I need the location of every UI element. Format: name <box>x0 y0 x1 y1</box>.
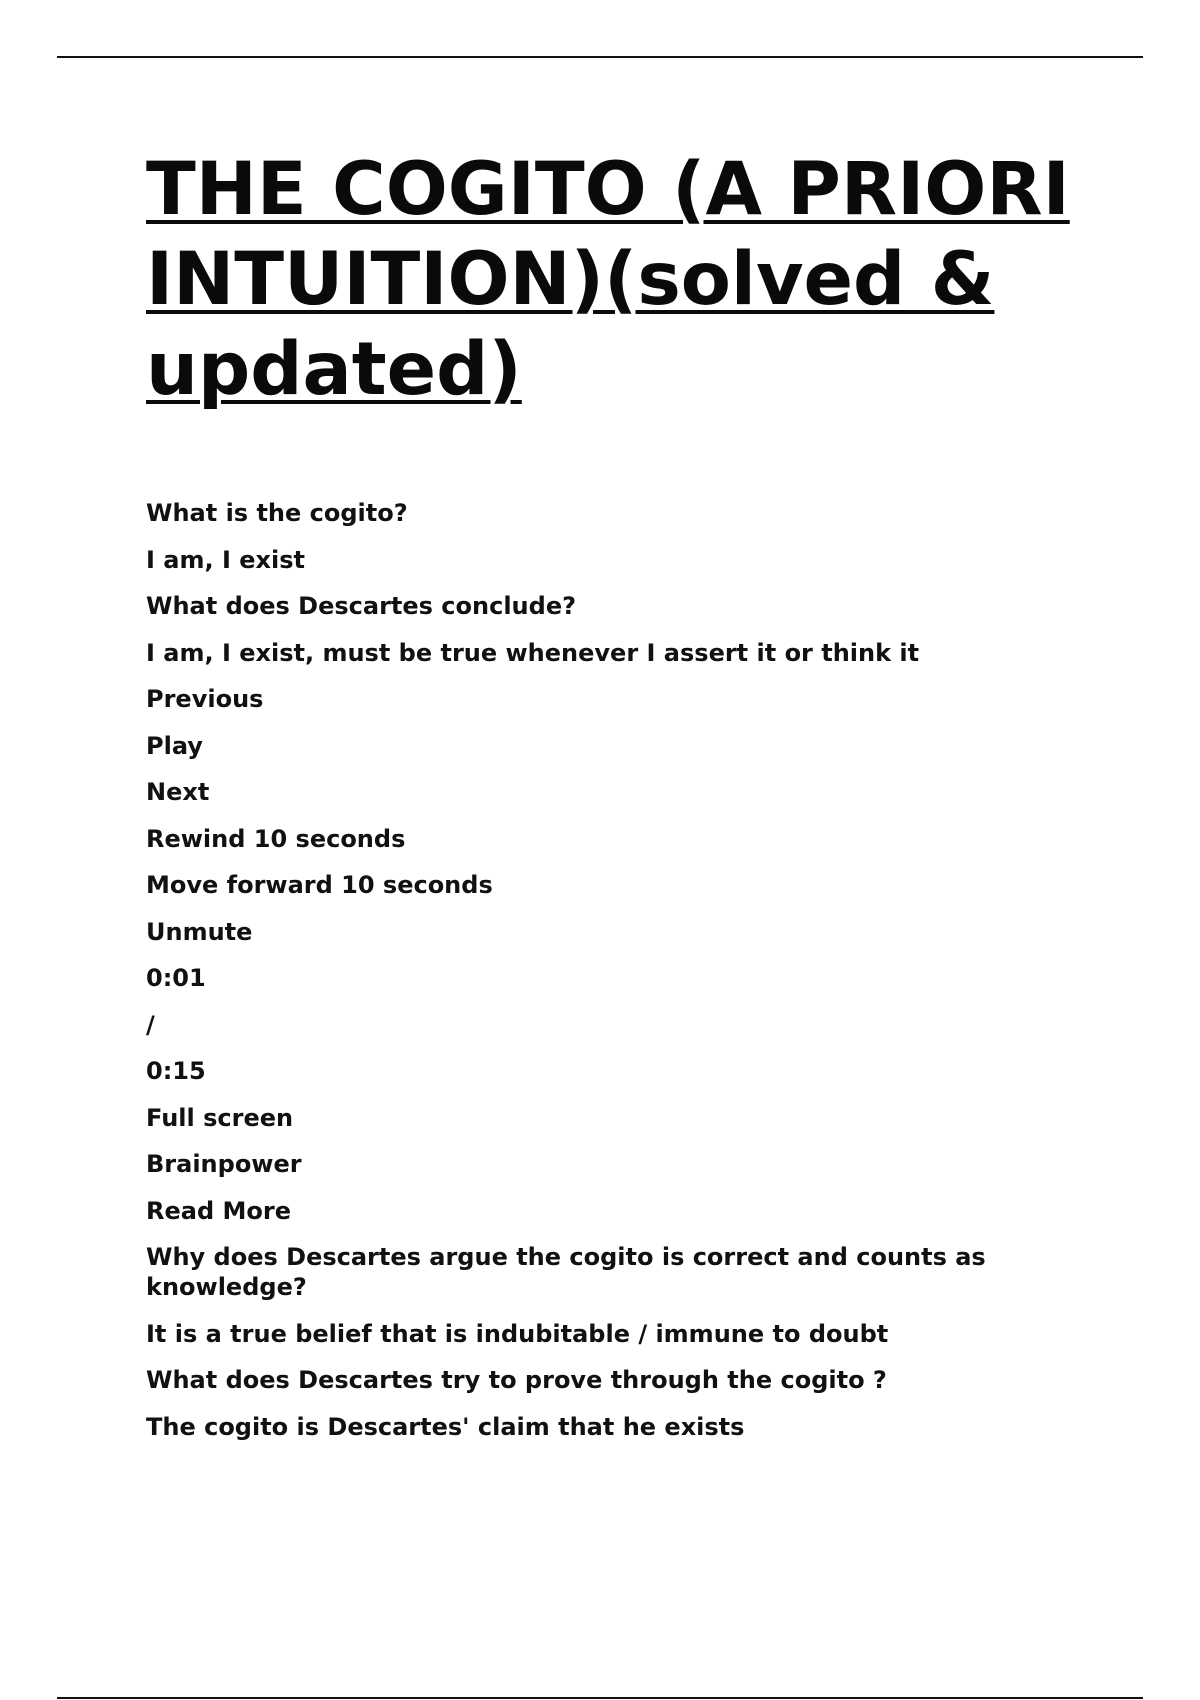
document-title: THE COGITO (A PRIORI INTUITION)(solved & updated) <box>146 147 1070 412</box>
question-what-does-descartes-conclude: What does Descartes conclude? <box>146 592 577 620</box>
media-forward-label: Move forward 10 seconds <box>146 871 493 899</box>
media-fullscreen-label: Full screen <box>146 1103 294 1132</box>
answer-must-be-true: I am, I exist, must be true whenever I assert it or think it <box>146 638 920 667</box>
qa-list <box>146 498 1076 1442</box>
bottom-rule <box>57 1697 1143 1699</box>
answer-indubitable: It is a true belief that is indubitable / immune to doubt <box>146 1319 889 1348</box>
document-body <box>146 145 1076 1458</box>
top-rule <box>57 56 1143 58</box>
media-play-label: Play <box>146 731 203 760</box>
media-rewind-label: Rewind 10 seconds <box>146 824 406 853</box>
question-what-is-cogito: What is the cogito? <box>146 499 408 527</box>
media-duration: 0:15 <box>146 1057 206 1085</box>
media-time-separator: / <box>146 1010 155 1039</box>
media-current-time: 0:01 <box>146 964 206 992</box>
answer-claim-he-exists: The cogito is Descartes' claim that he exists <box>146 1412 745 1441</box>
brainpower-label: Brainpower <box>146 1150 302 1178</box>
read-more-label: Read More <box>146 1196 291 1225</box>
media-previous-label: Previous <box>146 685 264 713</box>
question-what-prove: What does Descartes try to prove through the cogito ? <box>146 1366 887 1394</box>
media-unmute-label: Unmute <box>146 917 253 946</box>
question-why-cogito-correct: Why does Descartes argue the cogito is correct and counts as knowledge? <box>146 1243 986 1301</box>
media-next-label: Next <box>146 778 210 806</box>
answer-i-am-i-exist: I am, I exist <box>146 545 305 574</box>
